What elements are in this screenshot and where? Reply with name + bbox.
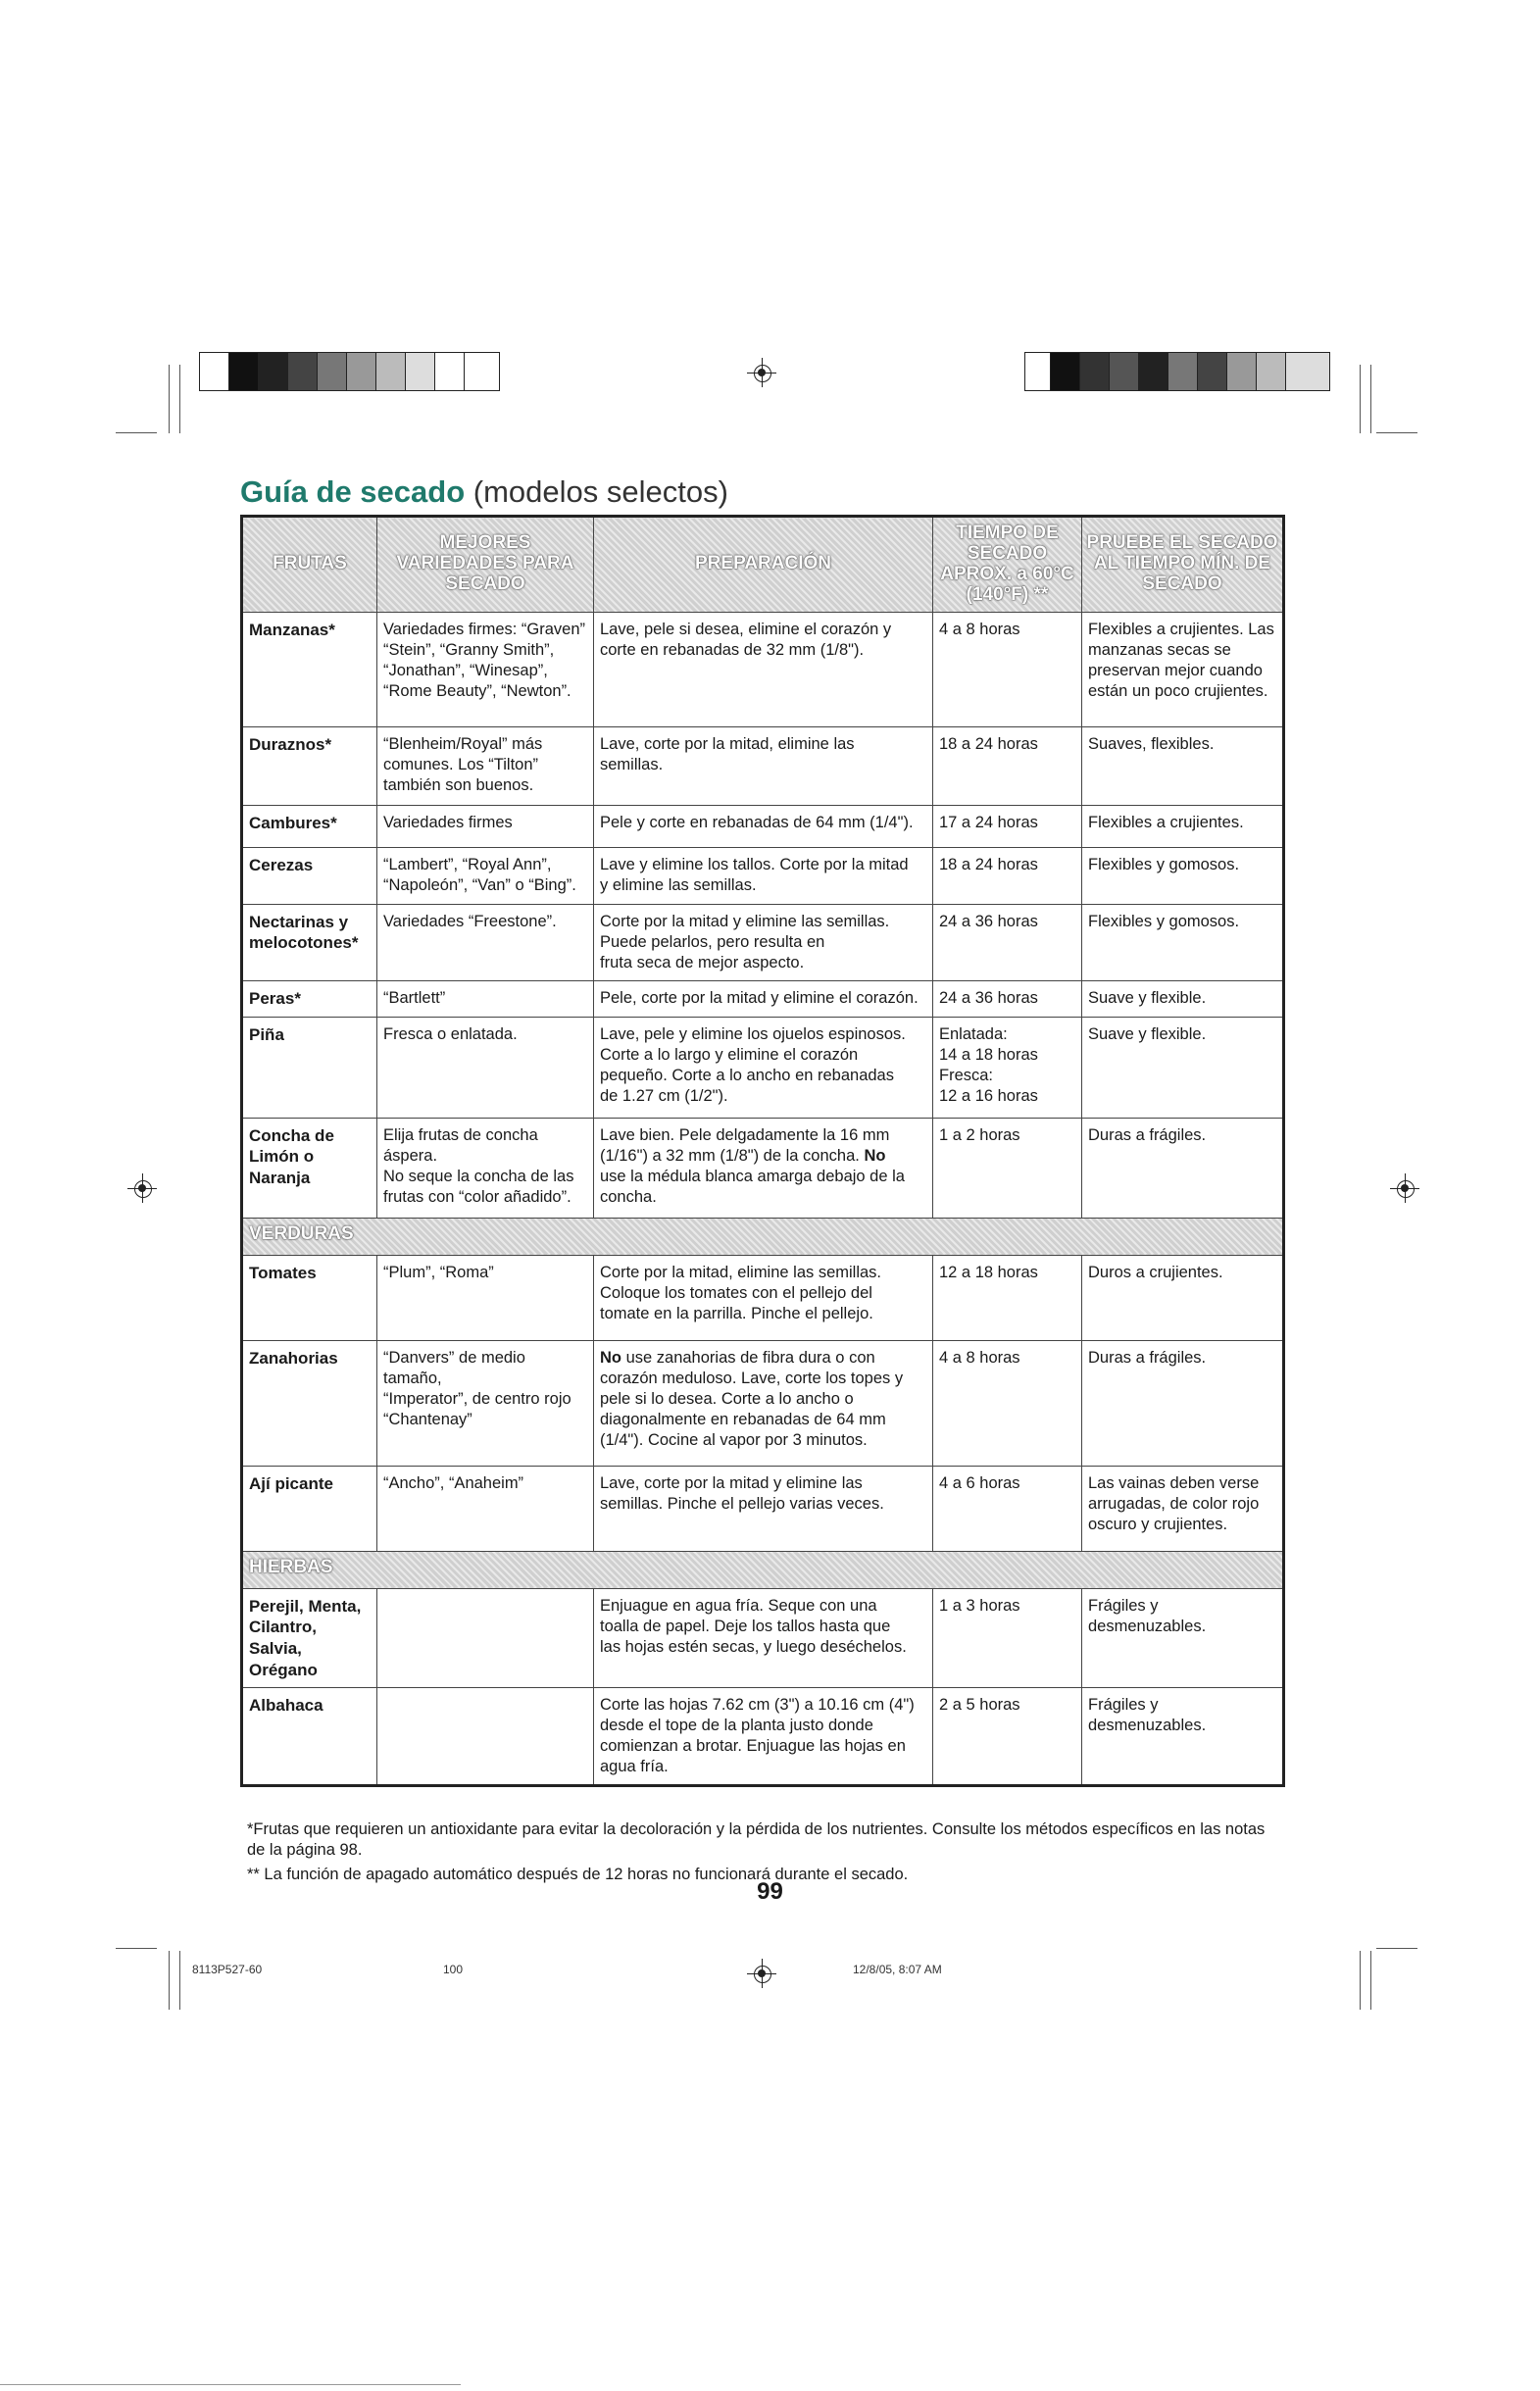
header-variedades: MEJORES VARIEDADES PARA SECADO bbox=[377, 517, 594, 613]
cell-varieties: “Danvers” de medio tamaño, “Imperator”, de centro rojo “Chantenay” bbox=[377, 1340, 594, 1466]
cell-varieties: “Ancho”, “Anaheim” bbox=[377, 1466, 594, 1551]
cell-varieties bbox=[377, 1588, 594, 1687]
table-row bbox=[242, 904, 1284, 980]
cell-item-name: Concha de Limón o Naranja bbox=[242, 1118, 377, 1218]
table-body bbox=[242, 612, 1284, 1785]
cell-item-name: Perejil, Menta, Cilantro, Salvia, Orégano bbox=[242, 1588, 377, 1687]
cell-preparation: Pele y corte en rebanadas de 64 mm (1/4"). bbox=[594, 805, 933, 847]
cell-doneness-test: Flexibles a crujientes. bbox=[1082, 805, 1284, 847]
cell-varieties: Elija frutas de concha áspera. No seque la concha de las frutas con “color añadido”. bbox=[377, 1118, 594, 1218]
cell-doneness-test: Frágiles y desmenuzables. bbox=[1082, 1588, 1284, 1687]
cell-preparation: Pele, corte por la mitad y elimine el corazón. bbox=[594, 980, 933, 1017]
page-number: 99 bbox=[757, 1878, 783, 1905]
table-row bbox=[242, 1466, 1284, 1551]
cell-varieties: Variedades firmes: “Graven” “Stein”, “Granny Smith”, “Jonathan”, “Winesap”, “Rome Beauty”, “Newton”. bbox=[377, 612, 594, 726]
cell-preparation: Corte por la mitad, elimine las semillas. Coloque los tomates con el pellejo del tomate en la parrilla. Pinche el pellejo. bbox=[594, 1255, 933, 1340]
crop-mark bbox=[116, 1948, 157, 1949]
cell-drying-time: 24 a 36 horas bbox=[933, 980, 1082, 1017]
cell-drying-time: 4 a 8 horas bbox=[933, 1340, 1082, 1466]
cell-doneness-test: Flexibles y gomosos. bbox=[1082, 847, 1284, 904]
cell-drying-time: 12 a 18 horas bbox=[933, 1255, 1082, 1340]
cell-preparation: Enjuague en agua fría. Seque con una toalla de papel. Deje los tallos hasta que las hojas estén secas, y luego deséchelos. bbox=[594, 1588, 933, 1687]
footer-sheet-number: 100 bbox=[443, 1963, 464, 1976]
cell-doneness-test: Suave y flexible. bbox=[1082, 1017, 1284, 1118]
cell-preparation: Lave bien. Pele delgadamente la 16 mm (1/16") a 32 mm (1/8") de la concha. No use la médula blanca amarga debajo de la concha. bbox=[594, 1118, 933, 1218]
registration-mark-icon bbox=[1390, 1173, 1419, 1203]
title-subtitle: (modelos selectos) bbox=[472, 474, 728, 509]
cell-item-name: Manzanas* bbox=[242, 612, 377, 726]
crop-mark bbox=[1360, 365, 1361, 433]
cell-varieties bbox=[377, 1687, 594, 1785]
cell-preparation: Corte por la mitad y elimine las semillas. Puede pelarlos, pero resulta en fruta seca de mejor aspecto. bbox=[594, 904, 933, 980]
cell-doneness-test: Duras a frágiles. bbox=[1082, 1118, 1284, 1218]
table-row bbox=[242, 847, 1284, 904]
title-main: Guía de secado bbox=[240, 474, 466, 509]
cell-drying-time: 1 a 2 horas bbox=[933, 1118, 1082, 1218]
crop-mark bbox=[1376, 1948, 1417, 1949]
cell-item-name: Albahaca bbox=[242, 1687, 377, 1785]
cell-preparation: Lave, corte por la mitad y elimine las semillas. Pinche el pellejo varias veces. bbox=[594, 1466, 933, 1551]
cell-drying-time: 4 a 8 horas bbox=[933, 612, 1082, 726]
table-row bbox=[242, 1017, 1284, 1118]
cell-varieties: “Bartlett” bbox=[377, 980, 594, 1017]
section-heading: VERDURAS bbox=[242, 1218, 1284, 1255]
cell-doneness-test: Las vainas deben verse arrugadas, de color rojo oscuro y crujientes. bbox=[1082, 1466, 1284, 1551]
table-row bbox=[242, 726, 1284, 805]
crop-mark bbox=[179, 365, 180, 433]
cell-preparation: No use zanahorias de fibra dura o con corazón meduloso. Lave, corte los topes y pele si lo desea. Corte a lo ancho o diagonalmente en rebanadas de 64 mm (1/4"). Cocine al vapor por 3 minutos. bbox=[594, 1340, 933, 1466]
page-title bbox=[240, 474, 728, 510]
header-frutas: FRUTAS bbox=[242, 517, 377, 613]
cell-doneness-test: Duras a frágiles. bbox=[1082, 1340, 1284, 1466]
footnotes bbox=[247, 1819, 1281, 1885]
cell-item-name: Tomates bbox=[242, 1255, 377, 1340]
cell-drying-time: Enlatada: 14 a 18 horas Fresca: 12 a 16 horas bbox=[933, 1017, 1082, 1118]
cell-doneness-test: Flexibles a crujientes. Las manzanas secas se preservan mejor cuando están un poco crujientes. bbox=[1082, 612, 1284, 726]
header-preparacion: PREPARACIÓN bbox=[594, 517, 933, 613]
section-heading-row bbox=[242, 1551, 1284, 1588]
crop-mark bbox=[116, 432, 157, 433]
cell-doneness-test: Suave y flexible. bbox=[1082, 980, 1284, 1017]
table-row bbox=[242, 1588, 1284, 1687]
cell-item-name: Peras* bbox=[242, 980, 377, 1017]
cell-varieties: Variedades “Freestone”. bbox=[377, 904, 594, 980]
cell-drying-time: 18 a 24 horas bbox=[933, 726, 1082, 805]
cell-item-name: Zanahorias bbox=[242, 1340, 377, 1466]
density-strip-left bbox=[199, 352, 500, 391]
crop-mark bbox=[179, 1951, 180, 2010]
registration-mark-icon bbox=[747, 358, 776, 387]
crop-mark bbox=[169, 365, 170, 433]
table-row bbox=[242, 1118, 1284, 1218]
cell-doneness-test: Duros a crujientes. bbox=[1082, 1255, 1284, 1340]
table-row bbox=[242, 612, 1284, 726]
crop-mark bbox=[1370, 365, 1371, 433]
cell-preparation: Lave, corte por la mitad, elimine las semillas. bbox=[594, 726, 933, 805]
header-tiempo: TIEMPO DE SECADO APROX. a 60°C (140°F) ** bbox=[933, 517, 1082, 613]
density-strip-right bbox=[1024, 352, 1330, 391]
cell-item-name: Piña bbox=[242, 1017, 377, 1118]
cell-varieties: “Plum”, “Roma” bbox=[377, 1255, 594, 1340]
cell-preparation: Corte las hojas 7.62 cm (3") a 10.16 cm (4") desde el tope de la planta justo donde comienzan a brotar. Enjuague las hojas en agua fría. bbox=[594, 1687, 933, 1785]
cell-item-name: Ají picante bbox=[242, 1466, 377, 1551]
crop-mark bbox=[1370, 1951, 1371, 2010]
registration-mark-icon bbox=[127, 1173, 157, 1203]
cell-doneness-test: Frágiles y desmenuzables. bbox=[1082, 1687, 1284, 1785]
footer-job-code: 8113P527-60 bbox=[192, 1963, 263, 1976]
table-row bbox=[242, 1687, 1284, 1785]
header-prueba: PRUEBE EL SECADO AL TIEMPO MÍN. DE SECADO bbox=[1082, 517, 1284, 613]
crop-mark bbox=[1376, 432, 1417, 433]
table-row bbox=[242, 805, 1284, 847]
table-row bbox=[242, 1340, 1284, 1466]
cell-doneness-test: Flexibles y gomosos. bbox=[1082, 904, 1284, 980]
section-heading: HIERBAS bbox=[242, 1551, 1284, 1588]
footnote-auto-shutoff: ** La función de apagado automático después de 12 horas no funcionará durante el secado. bbox=[247, 1865, 909, 1883]
cell-drying-time: 4 a 6 horas bbox=[933, 1466, 1082, 1551]
registration-mark-icon bbox=[747, 1959, 776, 1988]
crop-mark bbox=[169, 1951, 170, 2010]
cell-drying-time: 17 a 24 horas bbox=[933, 805, 1082, 847]
cell-varieties: “Lambert”, “Royal Ann”, “Napoleón”, “Van” o “Bing”. bbox=[377, 847, 594, 904]
cell-drying-time: 1 a 3 horas bbox=[933, 1588, 1082, 1687]
cell-preparation: Lave, pele y elimine los ojuelos espinosos. Corte a lo largo y elimine el corazón pequeño. Corte a lo ancho en rebanadas de 1.27 cm (1/2"). bbox=[594, 1017, 933, 1118]
footnote-antioxidant: *Frutas que requieren un antioxidante para evitar la decoloración y la pérdida de los nutrientes. Consulte los métodos específicos en las notas de la página 98. bbox=[247, 1820, 1266, 1860]
cell-item-name: Cambures* bbox=[242, 805, 377, 847]
cell-item-name: Cerezas bbox=[242, 847, 377, 904]
cell-doneness-test: Suaves, flexibles. bbox=[1082, 726, 1284, 805]
cell-preparation: Lave y elimine los tallos. Corte por la mitad y elimine las semillas. bbox=[594, 847, 933, 904]
cell-preparation: Lave, pele si desea, elimine el corazón y corte en rebanadas de 32 mm (1/8"). bbox=[594, 612, 933, 726]
divider bbox=[0, 2384, 461, 2385]
table-row bbox=[242, 1255, 1284, 1340]
cell-varieties: Variedades firmes bbox=[377, 805, 594, 847]
cell-drying-time: 18 a 24 horas bbox=[933, 847, 1082, 904]
cell-varieties: Fresca o enlatada. bbox=[377, 1017, 594, 1118]
footer-datetime: 12/8/05, 8:07 AM bbox=[853, 1963, 942, 1976]
drying-guide-table bbox=[240, 515, 1285, 1787]
cell-item-name: Nectarinas y melocotones* bbox=[242, 904, 377, 980]
section-heading-row bbox=[242, 1218, 1284, 1255]
crop-mark bbox=[1360, 1951, 1361, 2010]
cell-varieties: “Blenheim/Royal” más comunes. Los “Tilton” también son buenos. bbox=[377, 726, 594, 805]
table-header-row bbox=[242, 517, 1284, 613]
table-row bbox=[242, 980, 1284, 1017]
cell-item-name: Duraznos* bbox=[242, 726, 377, 805]
cell-drying-time: 24 a 36 horas bbox=[933, 904, 1082, 980]
cell-drying-time: 2 a 5 horas bbox=[933, 1687, 1082, 1785]
